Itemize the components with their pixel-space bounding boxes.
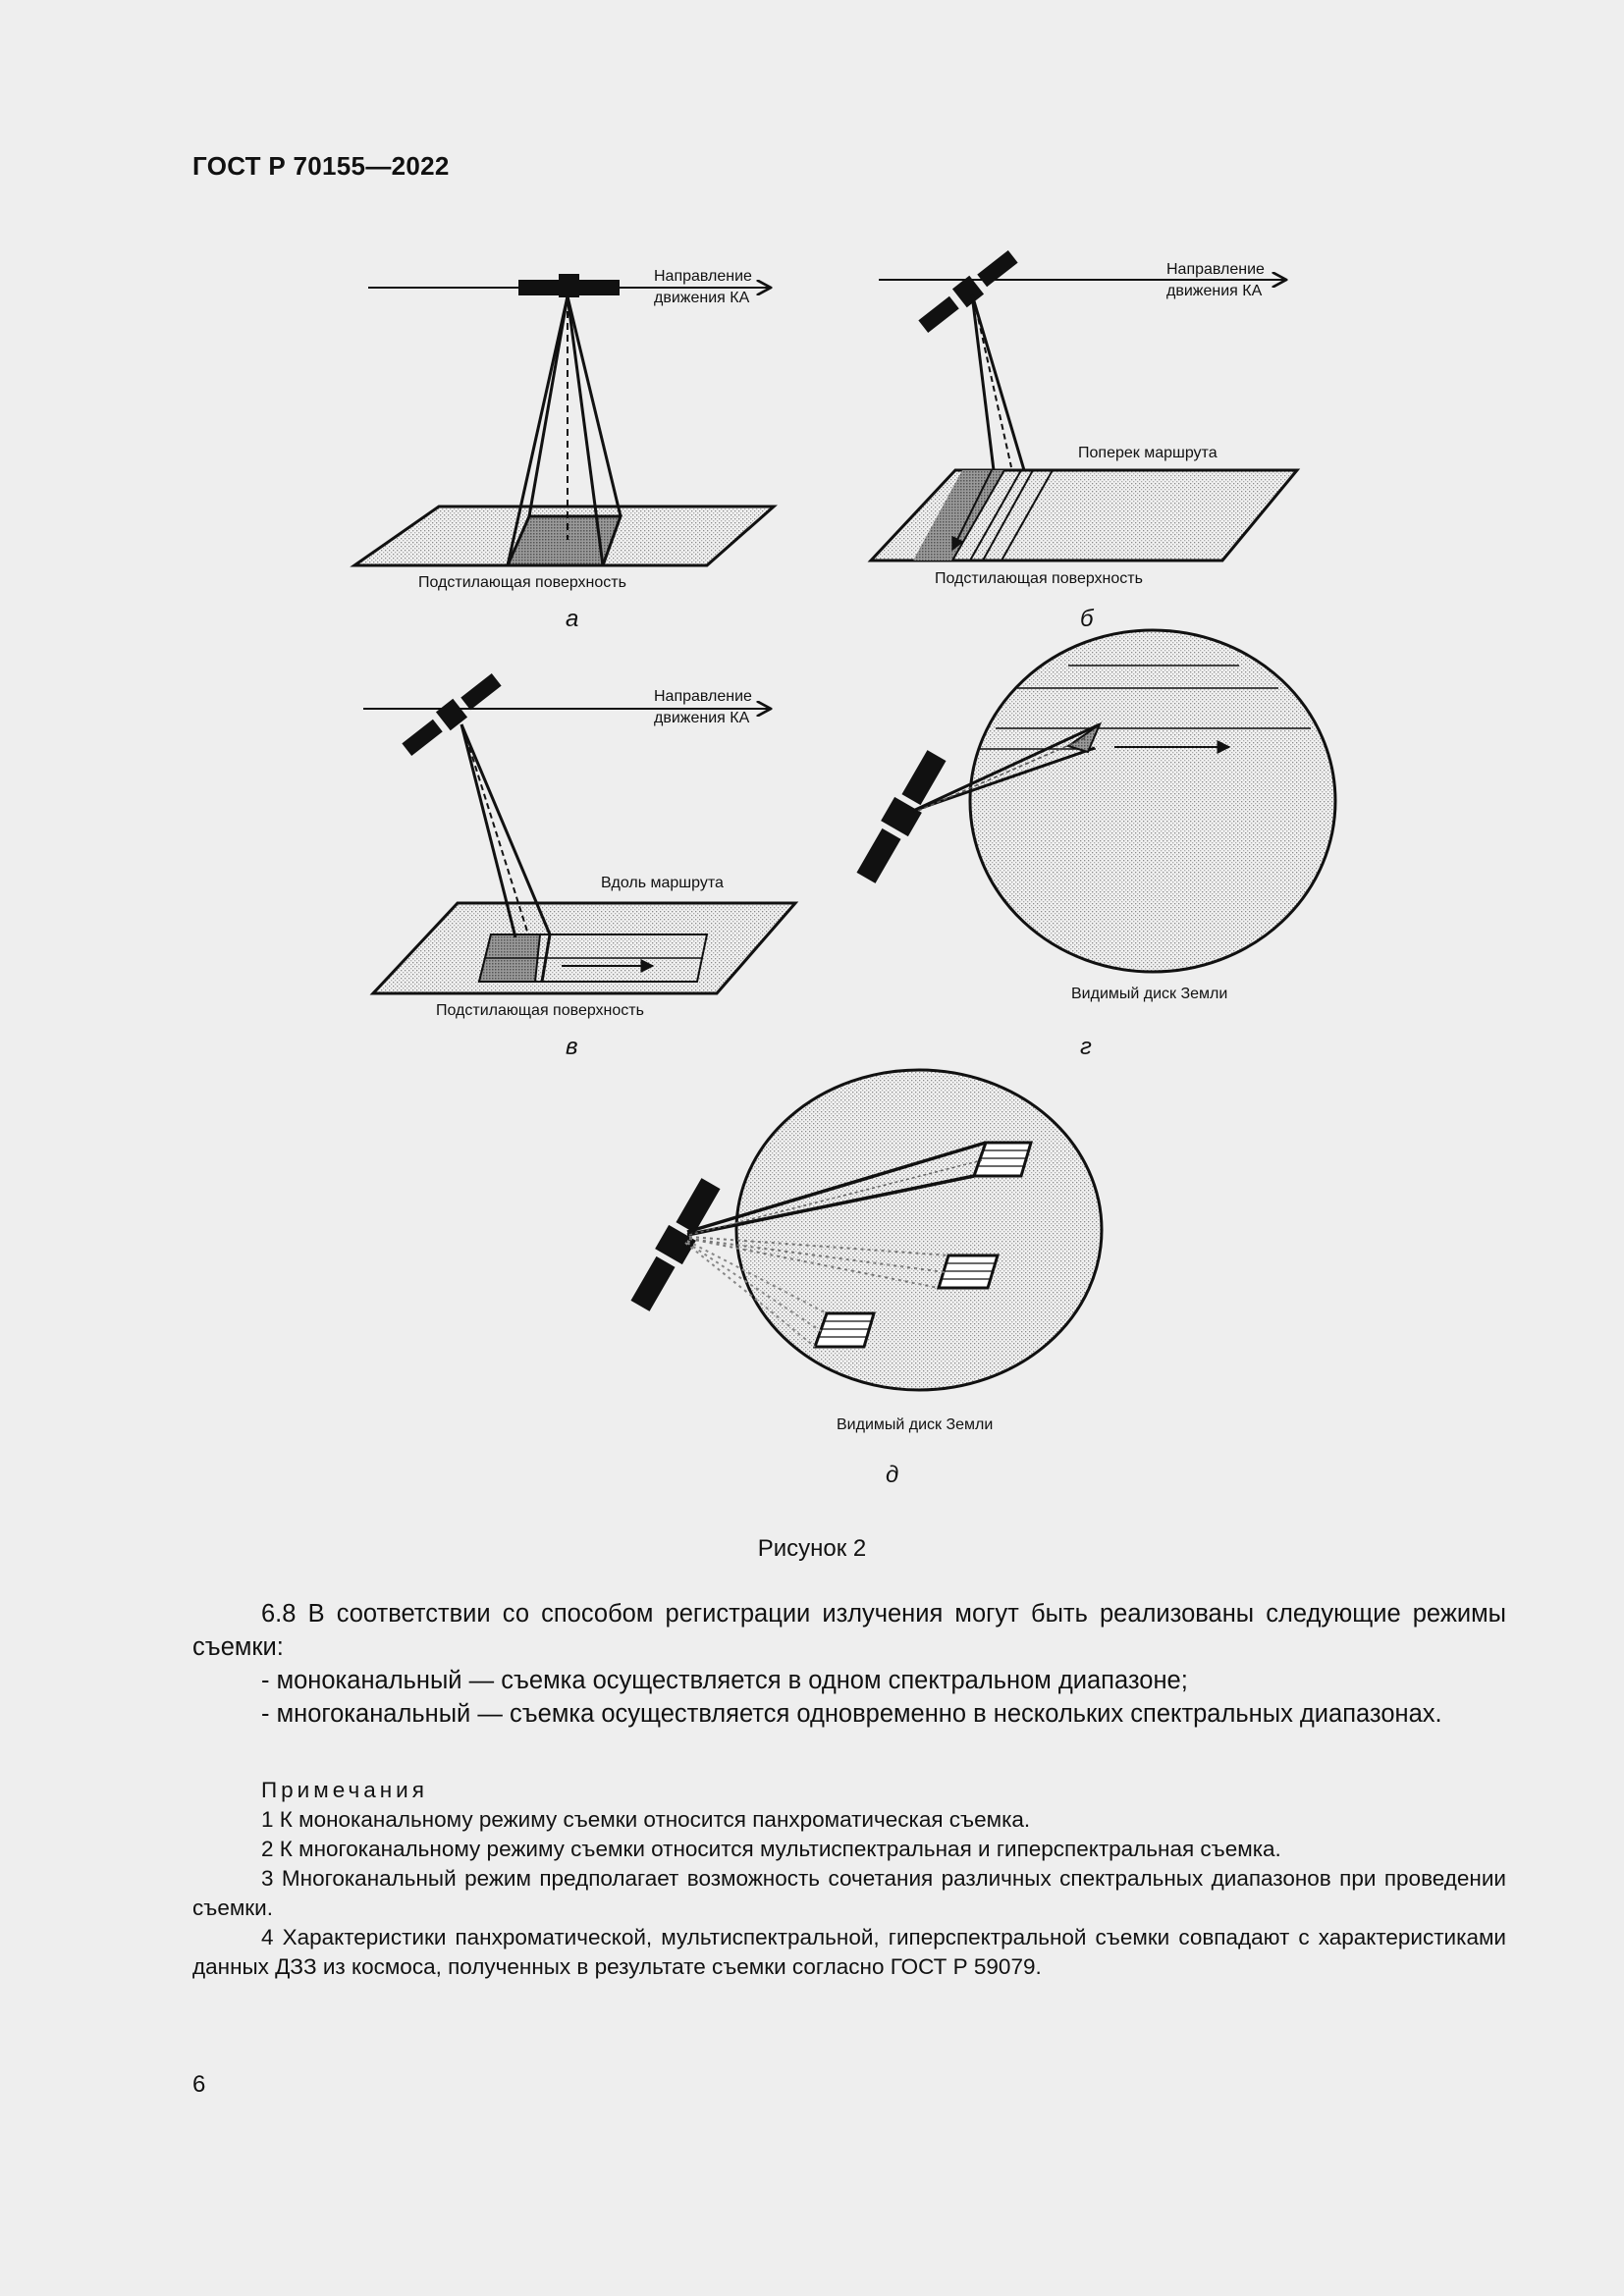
panel-g [852, 630, 1335, 1060]
notes-block [192, 1776, 1506, 1982]
note-item: 1 К моноканальному режиму съемки относится панхроматическая съемка. [261, 1807, 1031, 1832]
surface-label: Подстилающая поверхность [418, 574, 626, 591]
figure-caption: Рисунок 2 [757, 1535, 867, 1562]
earth-disk-label: Видимый диск Земли [1071, 986, 1228, 1002]
direction-label: движения КА [654, 710, 750, 726]
document-header: ГОСТ Р 70155—2022 [192, 151, 450, 181]
satellite-icon [626, 1176, 725, 1314]
along-route-label: Вдоль маршрута [601, 875, 724, 891]
panel-a [354, 268, 774, 632]
satellite-icon [400, 670, 504, 759]
surface-label: Подстилающая поверхность [436, 1002, 644, 1019]
satellite-icon [916, 247, 1020, 336]
panel-label: в [566, 1034, 578, 1060]
note-item: 2 К многоканальному режиму съемки относится мультиспектральная и гиперспектральная съемка. [261, 1837, 1281, 1861]
panel-label: б [1080, 606, 1094, 632]
panel-d [626, 1070, 1102, 1488]
panel-label: г [1080, 1034, 1092, 1060]
direction-label: Направление [654, 688, 752, 705]
panel-b [871, 247, 1297, 632]
note-item: 4 Характеристики панхроматической, мультиспектральной, гиперспектральной съемки совпадают с характеристиками данных ДЗЗ из космоса, полученных в результате съемки согласно ГОСТ Р 59079. [192, 1925, 1506, 1979]
notes-title: Примечания [261, 1778, 428, 1802]
satellite-icon [852, 748, 950, 886]
across-route-label: Поперек маршрута [1078, 445, 1218, 461]
panel-label: д [886, 1462, 899, 1488]
surface-label: Подстилающая поверхность [935, 570, 1143, 587]
direction-label: Направление [1166, 261, 1265, 278]
list-item: - моноканальный — съемка осуществляется в одном спектральном диапазоне; [261, 1667, 1188, 1694]
earth-disk-label: Видимый диск Земли [837, 1416, 994, 1433]
panel-v [363, 670, 795, 1060]
satellite-icon [518, 274, 620, 297]
panel-label: а [566, 606, 579, 632]
direction-label: Направление [654, 268, 752, 285]
direction-label: движения КА [654, 290, 750, 306]
list-item: - многоканальный — съемка осуществляется одновременно в нескольких спектральных диапазонах. [261, 1700, 1442, 1728]
paragraph: 6.8 В соответствии со способом регистрации излучения могут быть реализованы следующие режимы съемки: [192, 1600, 1506, 1661]
body-text [192, 1597, 1506, 1731]
direction-label: движения КА [1166, 283, 1263, 299]
note-item: 3 Многоканальный режим предполагает возможность сочетания различных спектральных диапазонов при проведении съемки. [192, 1866, 1506, 1920]
page-number: 6 [192, 2071, 206, 2098]
